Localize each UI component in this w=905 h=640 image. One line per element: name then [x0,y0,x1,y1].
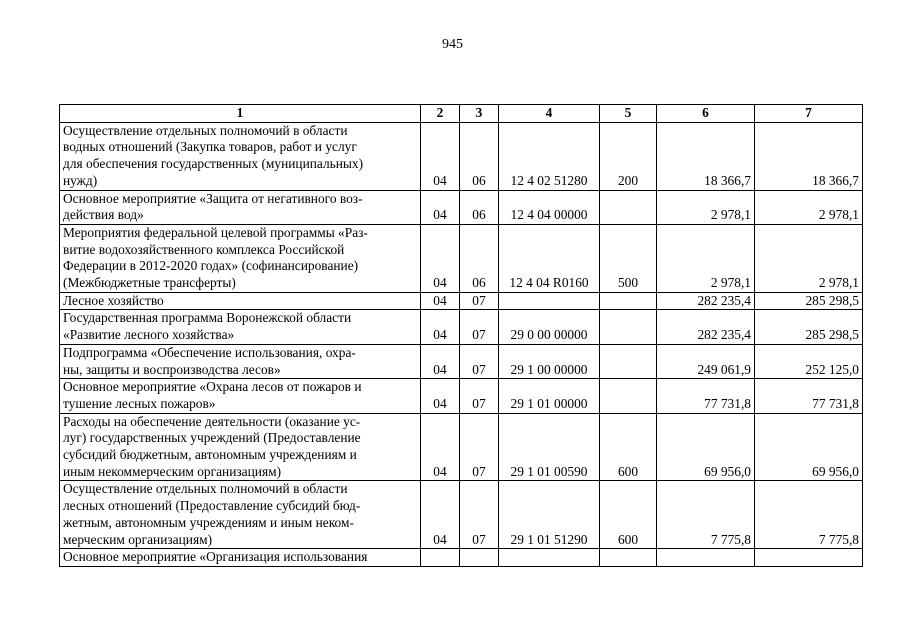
expense-type-code: 600 [600,413,657,481]
section-code: 04 [421,224,460,292]
subsection-code: 07 [460,292,499,310]
amount-year-2: 2 978,1 [755,224,863,292]
row-description [60,122,421,190]
expense-type-code [600,549,657,567]
section-code: 04 [421,413,460,481]
table-row [60,413,863,481]
amount-year-1: 282 235,4 [657,310,755,344]
subsection-code: 07 [460,481,499,549]
amount-year-2: 2 978,1 [755,190,863,224]
amount-year-2: 77 731,8 [755,379,863,413]
amount-year-1: 18 366,7 [657,122,755,190]
amount-year-2: 69 956,0 [755,413,863,481]
amount-year-1: 7 775,8 [657,481,755,549]
expense-type-code [600,292,657,310]
page-number: 945 [442,37,463,52]
row-description [60,310,421,344]
table-row [60,481,863,549]
description-line: иным некоммерческим организациям) [63,463,282,479]
description-line: витие водохозяйственного комплекса Российской [63,241,345,257]
section-code: 04 [421,122,460,190]
section-code: 04 [421,292,460,310]
description-line: Мероприятия федеральной целевой программы «Раз- [63,224,368,240]
amount-year-2: 7 775,8 [755,481,863,549]
amount-year-1: 282 235,4 [657,292,755,310]
column-header: 1 [60,105,421,123]
description-line: Основное мероприятие «Охрана лесов от пожаров и [63,379,362,395]
target-article-code: 29 0 00 00000 [499,310,600,344]
subsection-code: 06 [460,224,499,292]
expense-type-code [600,190,657,224]
description-line: луг) государственных учреждений (Предоставление [63,430,361,446]
section-code [421,549,460,567]
expense-type-code: 500 [600,224,657,292]
description-line: Расходы на обеспечение деятельности (оказание ус- [63,413,361,429]
target-article-code [499,549,600,567]
table-row [60,122,863,190]
description-line: Основное мероприятие «Организация использования [63,549,368,565]
target-article-code: 29 1 01 51290 [499,481,600,549]
row-description [60,481,421,549]
row-description [60,344,421,378]
subsection-code: 07 [460,413,499,481]
budget-table [59,104,863,567]
subsection-code: 07 [460,310,499,344]
amount-year-2: 285 298,5 [755,310,863,344]
table-row [60,379,863,413]
table-row [60,224,863,292]
amount-year-2 [755,549,863,567]
table-row [60,549,863,567]
target-article-code: 29 1 01 00590 [499,413,600,481]
column-header: 2 [421,105,460,123]
row-description [60,224,421,292]
target-article-code: 12 4 04 R0160 [499,224,600,292]
column-header: 4 [499,105,600,123]
column-header: 5 [600,105,657,123]
amount-year-1 [657,549,755,567]
description-line: Федерации в 2012-2020 годах» (софинансирование) [63,258,359,274]
target-article-code: 29 1 00 00000 [499,344,600,378]
table-header-row [60,105,863,123]
row-description [60,190,421,224]
description-line: жетным, автономным учреждениям и иным неком- [63,514,354,530]
description-line: субсидий бюджетным, автономным учреждениям и [63,447,357,463]
description-line: «Развитие лесного хозяйства» [63,327,235,343]
table-row [60,190,863,224]
section-code: 04 [421,379,460,413]
expense-type-code: 600 [600,481,657,549]
column-header: 6 [657,105,755,123]
amount-year-1: 249 061,9 [657,344,755,378]
expense-type-code: 200 [600,122,657,190]
subsection-code: 06 [460,190,499,224]
target-article-code: 12 4 04 00000 [499,190,600,224]
amount-year-1: 2 978,1 [657,224,755,292]
description-line: тушение лесных пожаров» [63,395,216,411]
amount-year-2: 252 125,0 [755,344,863,378]
description-line: мерческим организациям) [63,531,213,547]
table-body [60,122,863,566]
subsection-code [460,549,499,567]
column-header: 7 [755,105,863,123]
row-description [60,379,421,413]
section-code: 04 [421,481,460,549]
subsection-code: 07 [460,379,499,413]
description-line: действия вод» [63,207,144,223]
description-line: Подпрограмма «Обеспечение использования, охра- [63,344,356,360]
section-code: 04 [421,310,460,344]
amount-year-2: 285 298,5 [755,292,863,310]
column-header: 3 [460,105,499,123]
amount-year-1: 2 978,1 [657,190,755,224]
amount-year-1: 69 956,0 [657,413,755,481]
section-code: 04 [421,344,460,378]
row-description [60,292,421,310]
row-description [60,413,421,481]
description-line: Осуществление отдельных полномочий в области [63,481,348,497]
description-line: для обеспечения государственных (муниципальных) [63,156,364,172]
description-line: нужд) [63,172,98,188]
description-line: водных отношений (Закупка товаров, работ и услуг [63,139,357,155]
description-line: Основное мероприятие «Защита от негативного воз- [63,190,363,206]
target-article-code [499,292,600,310]
description-line: ны, защиты и воспроизводства лесов» [63,361,281,377]
description-line: Государственная программа Воронежской области [63,310,352,326]
amount-year-2: 18 366,7 [755,122,863,190]
table-row [60,292,863,310]
row-description [60,549,421,567]
subsection-code: 06 [460,122,499,190]
expense-type-code [600,310,657,344]
section-code: 04 [421,190,460,224]
description-line: (Межбюджетные трансферты) [63,275,236,291]
target-article-code: 29 1 01 00000 [499,379,600,413]
table-row [60,310,863,344]
expense-type-code [600,379,657,413]
target-article-code: 12 4 02 51280 [499,122,600,190]
description-line: Лесное хозяйство [63,292,164,308]
amount-year-1: 77 731,8 [657,379,755,413]
subsection-code: 07 [460,344,499,378]
description-line: Осуществление отдельных полномочий в области [63,122,348,138]
description-line: лесных отношений (Предоставление субсидий бюд- [63,498,361,514]
table-row [60,344,863,378]
expense-type-code [600,344,657,378]
